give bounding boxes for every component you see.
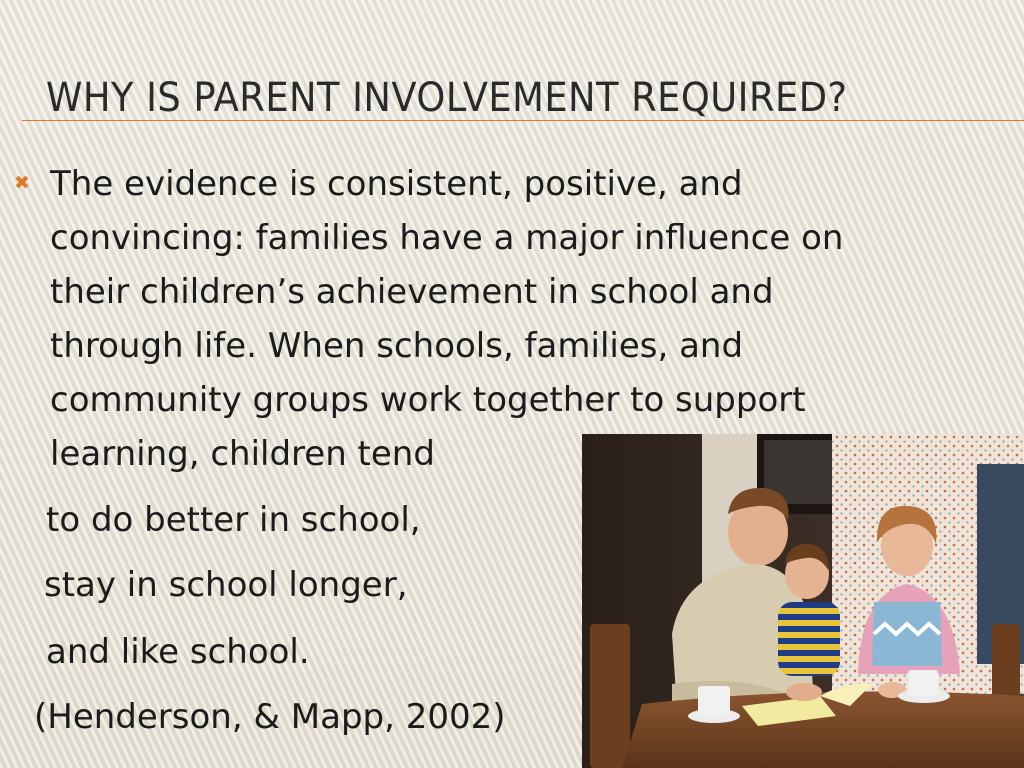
paragraph-line: their children’s achievement in school and [50, 272, 774, 312]
paragraph-line: The evidence is consistent, positive, and [50, 164, 743, 204]
citation: (Henderson, & Mapp, 2002) [34, 697, 506, 737]
bullet-paragraph [50, 157, 950, 481]
title-underline [22, 120, 1024, 121]
paragraph-line: through life. When schools, families, and [50, 326, 744, 366]
photo-illustration [582, 434, 1024, 768]
continuation-line: to do better in school, [46, 500, 421, 540]
family-at-kitchen-table-photo [582, 434, 1024, 768]
x-bullet-icon: ✖ [14, 172, 30, 194]
paragraph-line: community groups work together to support [50, 380, 806, 420]
continuation-line: and like school. [46, 632, 310, 672]
continuation-line: stay in school longer, [44, 565, 408, 605]
slide-title: WHY IS PARENT INVOLVEMENT REQUIRED? [46, 75, 848, 121]
paragraph-line: learning, children tend [50, 434, 435, 474]
paragraph-line: convincing: families have a major influence on [50, 218, 844, 258]
